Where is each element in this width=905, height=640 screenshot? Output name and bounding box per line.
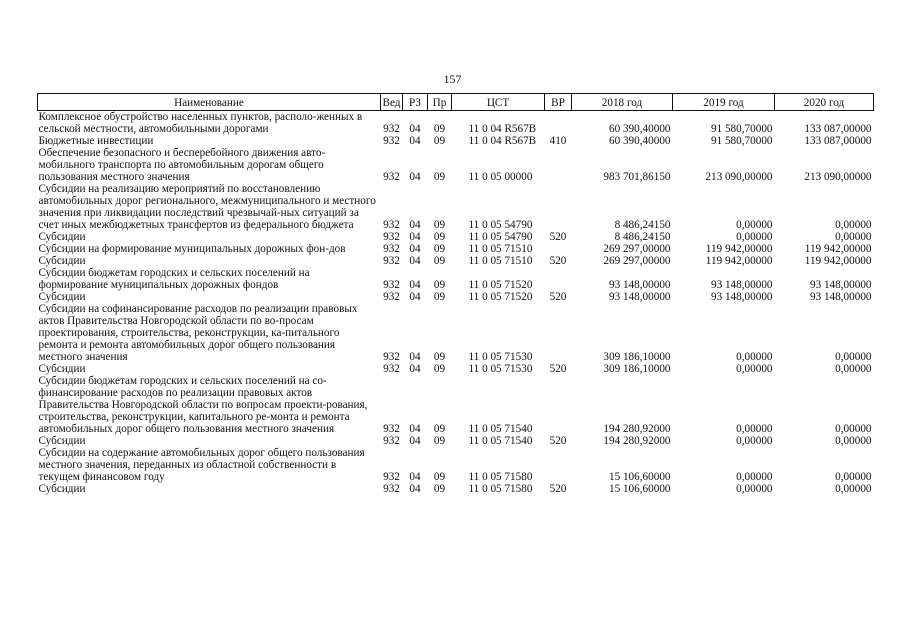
cell-ved: 932 [383,279,400,291]
table-header-row [38,94,874,111]
cell-cst: 11 0 05 71510 [468,255,533,267]
table-row [38,183,874,231]
table-row [38,255,874,267]
cell-pr: 09 [433,483,446,495]
cell-pr: 09 [433,435,446,447]
cell-2020: 0,00000 [835,483,872,495]
header-2018: 2018 год [572,94,673,111]
header-rz: РЗ [403,94,428,111]
table-row [38,447,874,483]
cell-rz: 04 [409,435,421,447]
cell-pr: 09 [433,255,446,267]
cell-ved: 932 [383,435,400,447]
table-row [38,243,874,255]
cell-2020: 0,00000 [835,471,872,483]
cell-vr [545,111,572,136]
cell-2019: 213 090,00000 [705,171,773,183]
cell-cst: 11 0 05 71580 [468,471,533,483]
cell-cst: 11 0 05 71540 [468,435,533,447]
cell-name: Бюджетные инвестиции [38,135,154,147]
cell-ved: 932 [383,171,400,183]
cell-ved: 932 [383,471,400,483]
cell-vr: 520 [549,255,567,267]
cell-pr: 09 [433,291,446,303]
cell-2019: 0,00000 [736,423,773,435]
cell-cst: 11 0 05 71540 [468,423,533,435]
cell-rz: 04 [409,219,421,231]
cell-2018: 60 390,40000 [608,123,671,135]
cell-2019: 0,00000 [736,231,773,243]
cell-2018: 983 701,86150 [603,171,671,183]
header-name: Наименование [38,94,381,111]
cell-cst: 11 0 05 54790 [468,219,533,231]
header-cst: ЦСТ [452,94,545,111]
cell-ved: 932 [383,363,400,375]
cell-2020: 0,00000 [835,231,872,243]
cell-cst: 11 0 05 71520 [468,291,533,303]
cell-name: Субсидии на формирование муниципальных дорожных фон-дов [38,243,346,255]
cell-vr: 410 [549,135,567,147]
cell-cst: 11 0 05 54790 [468,231,533,243]
cell-pr: 09 [433,279,446,291]
cell-2018: 15 106,60000 [608,483,671,495]
header-2020: 2020 год [775,94,874,111]
cell-cst: 11 0 05 71530 [468,351,533,363]
cell-vr [545,183,572,231]
cell-2018: 194 280,92000 [603,435,671,447]
cell-ved: 932 [383,219,400,231]
cell-2019: 91 580,70000 [710,135,773,147]
cell-rz: 04 [409,279,421,291]
cell-vr [545,375,572,435]
cell-name: Субсидии [38,291,86,303]
cell-2018: 269 297,00000 [603,255,671,267]
header-pr: Пр [428,94,452,111]
cell-pr: 09 [433,231,446,243]
cell-cst: 11 0 05 71580 [468,483,533,495]
cell-vr [545,147,572,183]
cell-2020: 133 087,00000 [804,123,872,135]
cell-vr [545,267,572,291]
cell-2018: 309 186,10000 [603,351,671,363]
cell-2018: 269 297,00000 [603,243,671,255]
cell-pr: 09 [433,423,446,435]
cell-2018: 8 486,24150 [614,219,671,231]
cell-2020: 0,00000 [835,435,872,447]
cell-2018: 93 148,00000 [608,291,671,303]
table-row [38,147,874,183]
cell-2020: 0,00000 [835,351,872,363]
cell-pr: 09 [433,243,446,255]
cell-2019: 0,00000 [736,435,773,447]
cell-cst: 11 0 05 71510 [468,243,533,255]
cell-2019: 119 942,00000 [705,255,773,267]
cell-2019: 0,00000 [736,471,773,483]
cell-name: Субсидии [38,363,86,375]
cell-2019: 0,00000 [736,351,773,363]
cell-pr: 09 [433,123,446,135]
table-row [38,135,874,147]
header-vr: ВР [545,94,572,111]
cell-name: Субсидии на содержание автомобильных дорог общего пользования местного значения, переданных из областной собственности в текущем финансовом году [38,447,365,483]
cell-rz: 04 [409,243,421,255]
cell-name: Субсидии бюджетам городских и сельских поселений на со-финансирование расходов по реализации правовых актов Правительства Новгородской области по вопросам проекти-рования, строительства, реконструкции, капитального ре-монта и ремонта автомобильных дорог общего пользования местного значения [38,375,368,435]
cell-name: Субсидии [38,435,86,447]
cell-ved: 932 [383,123,400,135]
cell-2018: 8 486,24150 [614,231,671,243]
table-row [38,363,874,375]
cell-rz: 04 [409,351,421,363]
cell-2018: 15 106,60000 [608,471,671,483]
cell-ved: 932 [383,483,400,495]
cell-2019: 0,00000 [736,219,773,231]
cell-2020: 119 942,00000 [804,255,872,267]
cell-2019: 0,00000 [736,363,773,375]
cell-cst: 11 0 05 71530 [468,363,533,375]
cell-name: Субсидии бюджетам городских и сельских поселений на формирование муниципальных дорожных фондов [38,267,310,291]
cell-2020: 213 090,00000 [804,171,872,183]
cell-2020: 0,00000 [835,219,872,231]
cell-cst: 11 0 05 71520 [468,279,533,291]
cell-2019: 93 148,00000 [710,279,773,291]
cell-pr: 09 [433,351,446,363]
page-number: 157 [443,72,462,86]
cell-rz: 04 [409,471,421,483]
table-row [38,435,874,447]
cell-2020: 0,00000 [835,363,872,375]
cell-ved: 932 [383,135,400,147]
cell-vr: 520 [549,483,567,495]
cell-name: Субсидии [38,231,86,243]
cell-rz: 04 [409,135,421,147]
table-row [38,291,874,303]
cell-rz: 04 [409,171,421,183]
budget-table [37,93,874,495]
cell-2020: 0,00000 [835,423,872,435]
cell-2018: 309 186,10000 [603,363,671,375]
cell-vr: 520 [549,291,567,303]
table-row [38,303,874,363]
table-row [38,483,874,495]
cell-cst: 11 0 04 R567B [468,123,537,135]
cell-ved: 932 [383,243,400,255]
cell-pr: 09 [433,471,446,483]
cell-pr: 09 [433,171,446,183]
table-row [38,111,874,136]
cell-rz: 04 [409,231,421,243]
cell-cst: 11 0 04 R567B [468,135,537,147]
cell-ved: 932 [383,423,400,435]
cell-pr: 09 [433,363,446,375]
cell-rz: 04 [409,483,421,495]
cell-vr: 520 [549,435,567,447]
table-row [38,231,874,243]
cell-vr [545,243,572,255]
cell-rz: 04 [409,423,421,435]
cell-name: Субсидии на софинансирование расходов по реализации правовых актов Правительства Новгородской области по во-просам проектирования, строительства, реконструкции, ка-питального ремонта и ремонта автомобильных дорог общего пользования местного значения [38,303,358,363]
cell-name: Обеспечение безопасного и бесперебойного движения авто-мобильного транспорта по автомобильным дорогам общего пользования местного значения [38,147,326,183]
cell-name: Субсидии на реализацию мероприятий по восстановлению автомобильных дорог регионального, межмуниципального и местного значения при ликвидации последствий чрезвычай-ных ситуаций за счет иных межбюджетных трансфертов из федерального бюджета [38,183,376,231]
table-row [38,267,874,291]
cell-cst: 11 0 05 00000 [468,171,533,183]
cell-vr [545,303,572,363]
cell-pr: 09 [433,135,446,147]
cell-2020: 133 087,00000 [804,135,872,147]
cell-vr: 520 [549,363,567,375]
header-2019: 2019 год [673,94,775,111]
cell-vr [545,447,572,483]
header-ved: Вед [381,94,403,111]
cell-rz: 04 [409,255,421,267]
cell-ved: 932 [383,231,400,243]
cell-2020: 93 148,00000 [809,279,872,291]
cell-pr: 09 [433,219,446,231]
cell-name: Комплексное обустройство населенных пунктов, располо-женных в сельской местности, автомобильными дорогами [38,111,363,135]
cell-ved: 932 [383,255,400,267]
cell-rz: 04 [409,291,421,303]
table-row [38,375,874,435]
cell-vr: 520 [549,231,567,243]
cell-ved: 932 [383,291,400,303]
cell-2018: 60 390,40000 [608,135,671,147]
cell-2018: 93 148,00000 [608,279,671,291]
cell-name: Субсидии [38,255,86,267]
cell-ved: 932 [383,351,400,363]
cell-rz: 04 [409,123,421,135]
cell-2020: 93 148,00000 [809,291,872,303]
cell-2019: 93 148,00000 [710,291,773,303]
cell-rz: 04 [409,363,421,375]
cell-2019: 119 942,00000 [705,243,773,255]
cell-2019: 91 580,70000 [710,123,773,135]
cell-2019: 0,00000 [736,483,773,495]
cell-2018: 194 280,92000 [603,423,671,435]
cell-name: Субсидии [38,483,86,495]
cell-2020: 119 942,00000 [804,243,872,255]
